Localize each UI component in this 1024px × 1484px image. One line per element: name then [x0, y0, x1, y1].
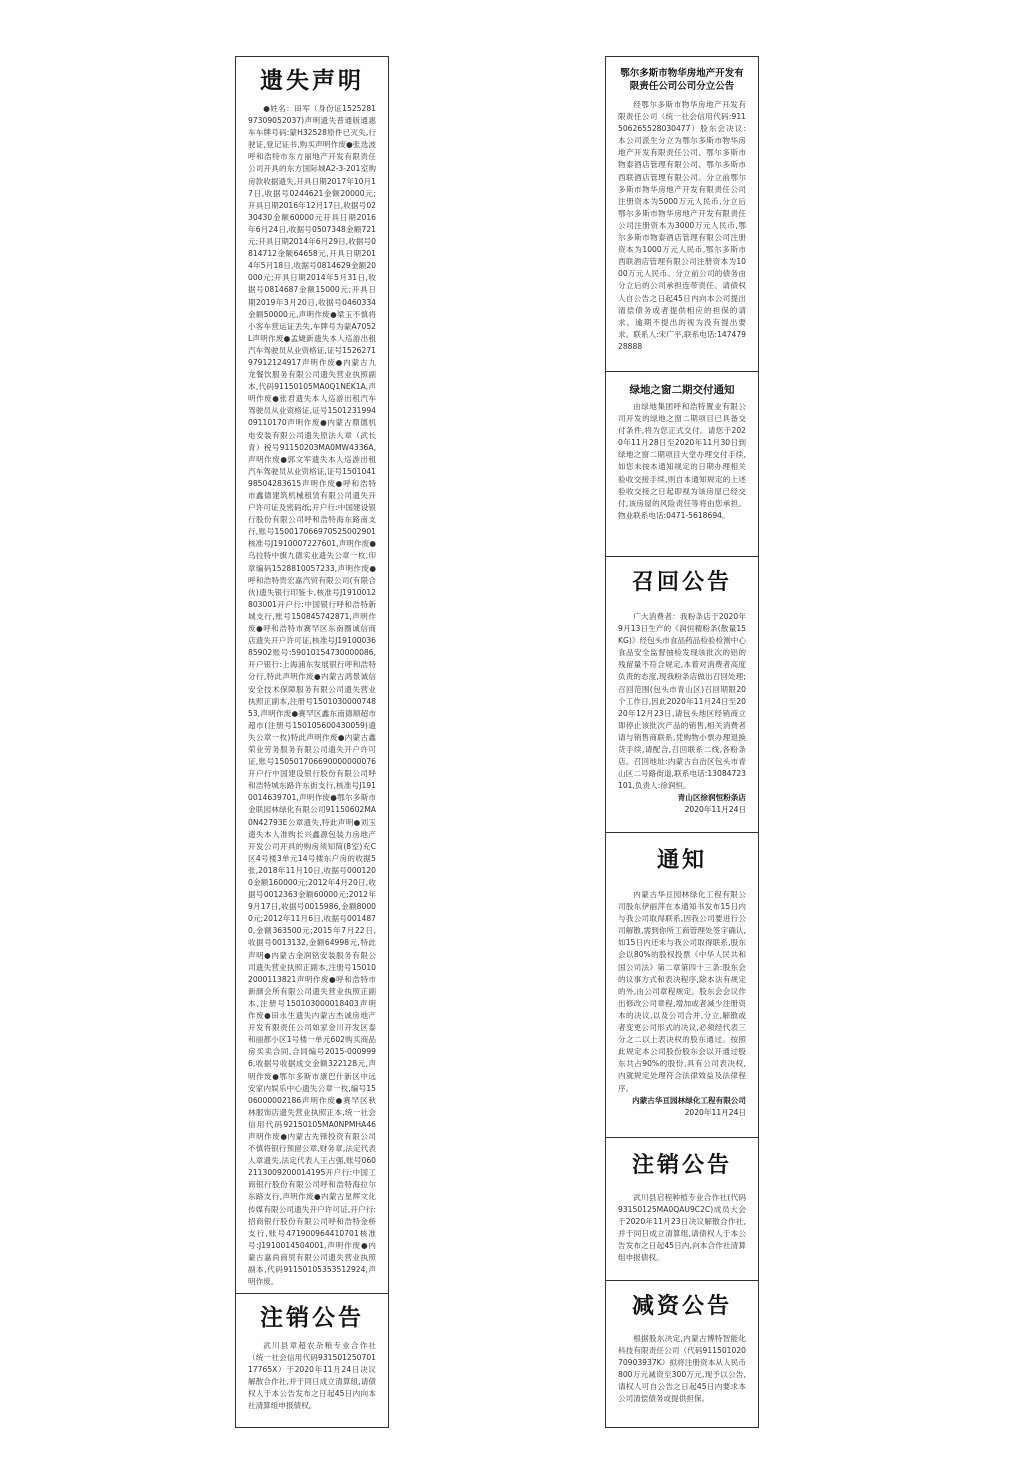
right-cancel-notice-body: 武川县启程种植专业合作社(代码93150125MA0QAU9C2C)成员大会于2020年11月23日决议解散合作社,并于同日成立清算组,请债权人于本公告发布之日起45日内,向本合作社清算组申报债权。	[618, 1193, 746, 1263]
right-cancel-notice-title: 注销公告	[631, 1153, 732, 1178]
notification-title: 通知	[656, 848, 707, 873]
notification-date: 2020年11月24日	[684, 1107, 746, 1117]
recall-notice-date: 2020年11月24日	[684, 805, 746, 815]
right-column	[605, 56, 759, 1428]
right-cancel-notice-box	[606, 1137, 758, 1280]
capital-notice-body: 根据股东决定,内蒙古博特智能化科技有限责任公司（代码91150102070903937K）拟将注册资本从人民币800万元减资至300万元,现予以公告,请权人可自公告之日起45日内要求本公司清偿债务或提供担保。	[618, 1334, 746, 1404]
split-notice-title: 鄂尔多斯市物华房地产开发有限责任公司公司分立公告	[620, 68, 744, 92]
left-cancel-notice-body: 武川县章超农杂粮专业合作社（统一社会信用代码93150125070117765X）于2020年11月24日决议解散合作社,并于同日成立清算组,请债权人于本公告发布之日起45日内向本社清算组申报债权。	[248, 1341, 376, 1411]
delivery-notice-box	[606, 371, 758, 556]
recall-notice-signer: 青山区徐润恒粉条店	[677, 793, 746, 803]
lost-notice-body: ●姓名：田军（身份证152528197309052037)声明遗失普通版通惠车车牌号码:蒙H32528原件已灭失,行驶证,登记证书,购买声明作废●张选波呼和浩特市东方丽地产开发有限责任公司开具的东方国际城A2-3-201室购房款收据遗失,开具日期2017年10月17日,收据号0244621金额20000元;开具日期2016年12月17日,收据号0230430金额60000元开具日期2016年6月24日,收据号0507348金额721元;开具日期2014年6月29日,收据号0814712金额64658元,开具日期2014年5月18日,收据号0814629金额20000元;开具日期2014年5月31日,收据号0814687金额15000元;开具日期2019年3月20日,收据号0460334金额50000元,声明作废●梁玉不慎将小客车营运证丢失,车牌号为蒙A7052L声明作废●孟婕新遗失本人巡游出租汽车驾驶员从业资格证,证号152627197912124917声明作废●内蒙古九龙餐饮服务有限公司遗失营业执照副本,代码91150105MA0Q1NEK1A,声明作废●张君遗失本人巡游出租汽车驾驶员从业资格证,证号150123199409110170声明作废●内蒙古鼎德机电安装有限公司遗失原法人章（武长青）税号91150203MA0MW4336A,声明作废●郭文军遗失本人巡游出租汽车驾驶员从业资格证,证号150104198504283615声明作废●呼和浩特市鑫德建筑机械租赁有限公司遗失开户许可证及密码纸;开户行:中国建设银行股份有限公司呼和浩特海东路南支行,账号150017066970525002901核准号J1910007227601,声明作废●乌拉特中旗九德实业遗失公章一枚,印章编码1528810057233,声明作废●呼和浩特贵宏嘉汽贸有限公司(有限合伙)遗失银行印鉴卡,核准号J1910012803001开户行:中国银行呼和浩特新城支行,账号150845742871,声明作废●呼和浩特市赛罕区东南圈诚信商店遗失开户许可证,核准号J1910003685902账号:59010154730000086,开户银行:上海浦东发展银行呼和浩特分行,特此声明作废●内蒙古鸿景诚信安全技术保障服务有限公司遗失营业执照正副本,注册号150103000074853,声明作废●赛罕区鑫东南德顺超市超市(注册号150105600430059)遗失公章一枚)特此声明作废●内蒙古鑫荣业劳务服务有限公司遗失开户许可证,账号150501706690000000076开户行中国建设银行股份有限公司呼和浩特城东路许东街支行,核准号J1910014639701,声明作废●鄂尔多斯市金联园林绿化有限公司91150602MA0N42793E公章遗失,特此声明●刘玉遗失本人准购长兴鑫源包装力房地产开发公司开具的购房须知简(8室)充C区4号楼3单元14号楼东户房的收据5张,2018年11月10日,收据号0001200金额160000元;2012年4月20日,收据号0012363金额60000元;2012年9月17日,收据号0015986,金额80000元;2012年11月6日,收据号0014870,金额363500元;2015年7月22日,收据号0013132,金额64998元,特此声明●内蒙古金润铭安装服务有限公司遗失营业执照正副本,注册号150102000113821声明作废●呼和浩特市新颜会所有限公司遗失营业执照正副本,注册号150103000018403声明作废●田永生遗失内蒙古杰诚房地产开发有限责任公司如家金川开发区泰和丽都小区1号楼一单元602购买商品房买卖合同,合同编号2015-0009996,收据号收据成交金额322128元,声明作废●鄂尔多斯市康巴什新区中远安家内娱乐中心遗失公章一枚,编号1506000002186声明作废●赛罕区秋林服饰店遗失营业执照正本,统一社会信用代码92150105MA0NPMHA46声明作废●内蒙古先锋投资有限公司不慎将银行预留公章,财务章,法定代表人章遗失,法定代表人王占强,账号0602113009200014195开户行:中国工商银行股份有限公司呼和浩特海拉尔东路支行,声明作废●内蒙古星辉文化传媒有限公司遗失开户许可证,开户行:招商银行股份有限公司呼和浩特金桥支行,账号471900964410701核准号:J1910014504001,声明作废●内蒙古嘉尚商贸有限公司遗失营业执照副本,代码91150105353512924,声明作废。	[248, 104, 376, 1287]
left-cancel-notice-title: 注销公告	[260, 1305, 364, 1331]
delivery-notice-title: 绿地之窗二期交付通知	[629, 384, 735, 396]
notification-signer: 内蒙古华亘园林绿化工程有限公司	[632, 1095, 746, 1105]
lost-notice-box	[236, 57, 388, 1293]
split-notice-body: 经鄂尔多斯市物华房地产开发有限责任公司（统一社会信用代码:911506265528030477）股东会决议:本公司派生分立为鄂尔多斯市物华房地产开发有限责任公司、鄂尔多斯市物泰酒店管理有限公司、鄂尔多斯市西联酒店管理有限公司。分立前鄂尔多斯市物华房地产开发有限责任公司注册资本为5000万元人民币,分立后鄂尔多斯市物华房地产开发有限责任公司注册资本为3000万元人民币,鄂尔多斯市物泰酒店管理有限公司注册资本为1000万元人民币,鄂尔多斯市西联酒店管理有限公司注册资本为1000万元人民币。分立前公司的债务由分立后的公司承担连带责任。请债权人自公告之日起45日内向本公司提出清偿债务或者提供相应的担保的请求。逾期不提出的视为没有提出要求。联系人:宋广平,联系电话:14747928888	[618, 100, 746, 351]
recall-notice-body: 广大消费者：我粉条店于2020年9月13日生产的《润恒精粉条(散量15KG)》经包头市食品药品检验检测中心食品安全监督抽检发现该批次的铝的残留量不符合规定,本着对消费者高度负责的态度,现我粉条店做出召回处理;召回范围(包头市青山区)召回期限20个工作日,因此2020年11月24日至2020年12月23日,请包头地区经销商立即停止该批次产品的销售,相关消费者请与销售商联系,凭购物小票办理退换货手续,请配合,召回联系二线,各粉条店。召回地址:内蒙古自治区包头市青山区二号路街道,联系电话:13084723101,负责人:徐润恒。	[618, 612, 746, 791]
lost-notice-title: 遗失声明	[260, 68, 364, 94]
left-column	[235, 56, 389, 1428]
capital-notice-box	[606, 1280, 758, 1429]
recall-notice-box	[606, 556, 758, 832]
delivery-notice-body: 由绿地集团呼和浩特置业有限公司开发的绿地之窗二期项目已具备交付条件,将为您正式交付。请您于2020年11月28日至2020年11月30日到绿地之窗二期项目大堂办理交付手续,如您未按本通知规定的日期办理相关验收交接手续,则自本通知规定的上述验收交接之日起即视为该房屋已经交付,该房屋的风险责任等将由您承担。物业联系电话:0471-5618694。	[618, 402, 746, 520]
notification-box	[606, 832, 758, 1137]
notification-body: 内蒙古华亘园林绿化工程有限公司股东伊丽萍在本通知书发布15日内与我公司取得联系,因我公司要进行公司解散,需到你所工商管理处签字确认,如15日内还未与我公司取得联系,股东会以80%的股权投票《中华人民共和国公司法》第二章第四十三条:股东会的议事方式和表决程序,除本法有规定的外,由公司章程规定。股东会会议作出修改公司章程,增加或者减少注册资本的决议,以及公司合并,分立,解散或者变更公司形式的决议,必须经代表三分之二以上表决权的股东通过。按照此规定本公司股份股东会以开通过股东共占90%的股份,具有公司表决权,内就规定处理符合法律效益及法律程序。	[618, 890, 746, 1093]
capital-notice-title: 减资公告	[631, 1294, 732, 1319]
left-cancel-notice-box	[236, 1293, 388, 1429]
split-notice-box	[606, 57, 758, 371]
recall-notice-title: 召回公告	[631, 570, 732, 595]
